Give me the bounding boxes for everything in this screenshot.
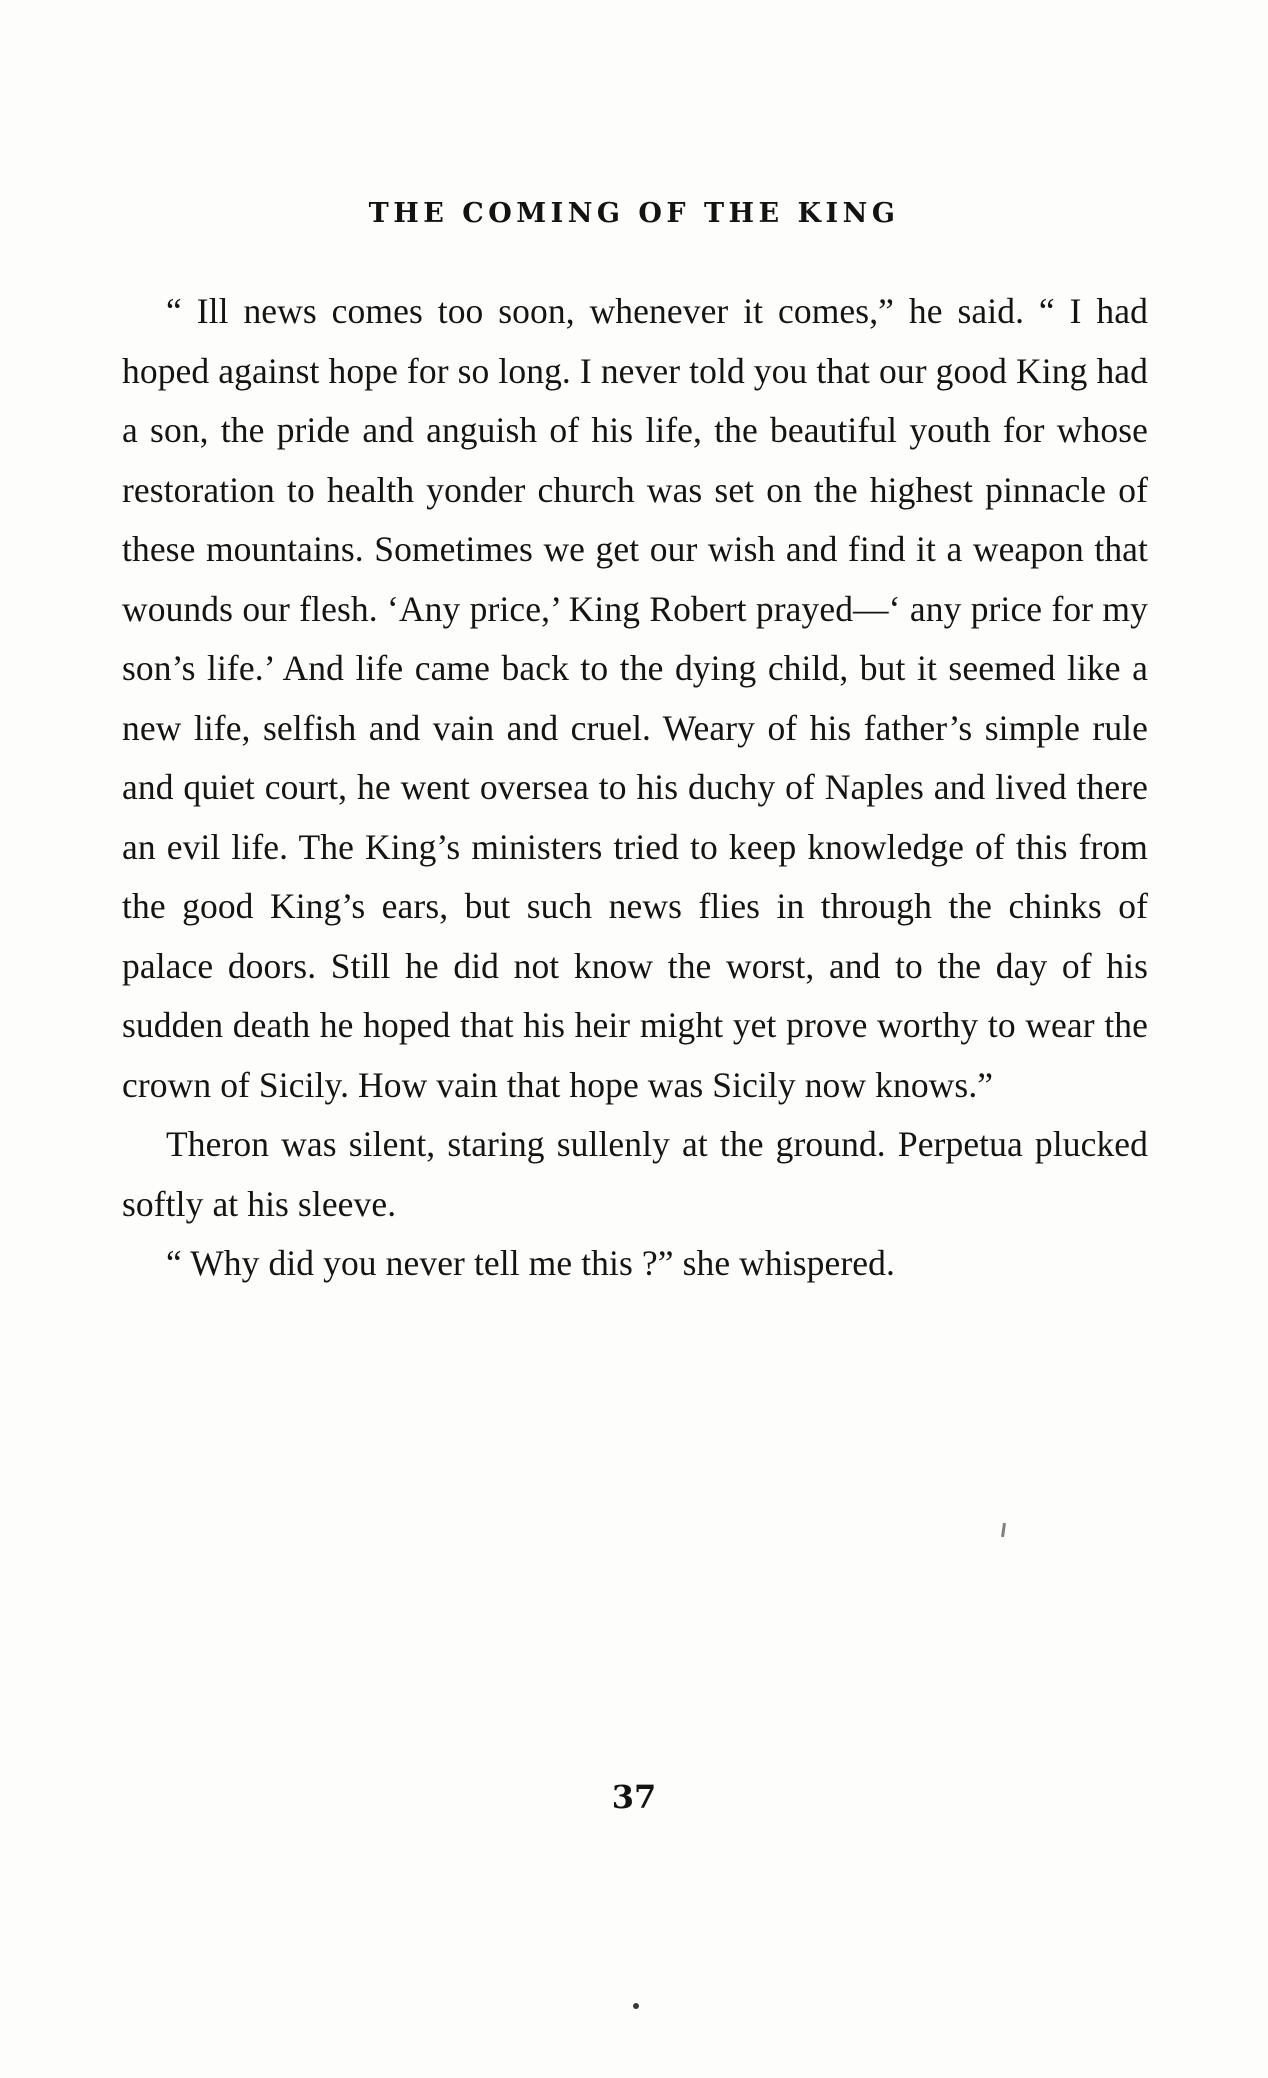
footer-dot-mark xyxy=(633,2003,639,2009)
page-number: 37 xyxy=(611,1778,657,1816)
paragraph: “ Why did you never tell me this ?” she whispered. xyxy=(166,1243,895,1283)
paragraph: Theron was silent, staring sullenly at the ground. Perpetua plucked softly at his sleeve. xyxy=(122,1124,1148,1224)
stray-ink-mark xyxy=(1001,1523,1006,1537)
body-text xyxy=(122,282,1148,1294)
paragraph: “ Ill news comes too soon, whenever it comes,” he said. “ I had hoped against hope for so long. I never told you that our good King had a son, the pride and anguish of his life, the beautiful youth for whose restoration to health yonder church was set on the highest pinnacle of these mountains. Sometimes we get our wish and find it a weapon that wounds our flesh. ‘Any price,’ King Robert prayed—‘ any price for my son’s life.’ And life came back to the dying child, but it seemed like a new life, selfish and vain and cruel. Weary of his father’s simple rule and quiet court, he went oversea to his duchy of Naples and lived there an evil life. The King’s ministers tried to keep knowledge of this from the good King’s ears, but such news flies in through the chinks of palace doors. Still he did not know the worst, and to the day of his sudden death he hoped that his heir might yet prove worthy to wear the crown of Sicily. How vain that hope was Sicily now knows.” xyxy=(122,291,1148,1105)
running-head: THE COMING OF THE KING xyxy=(368,198,900,229)
